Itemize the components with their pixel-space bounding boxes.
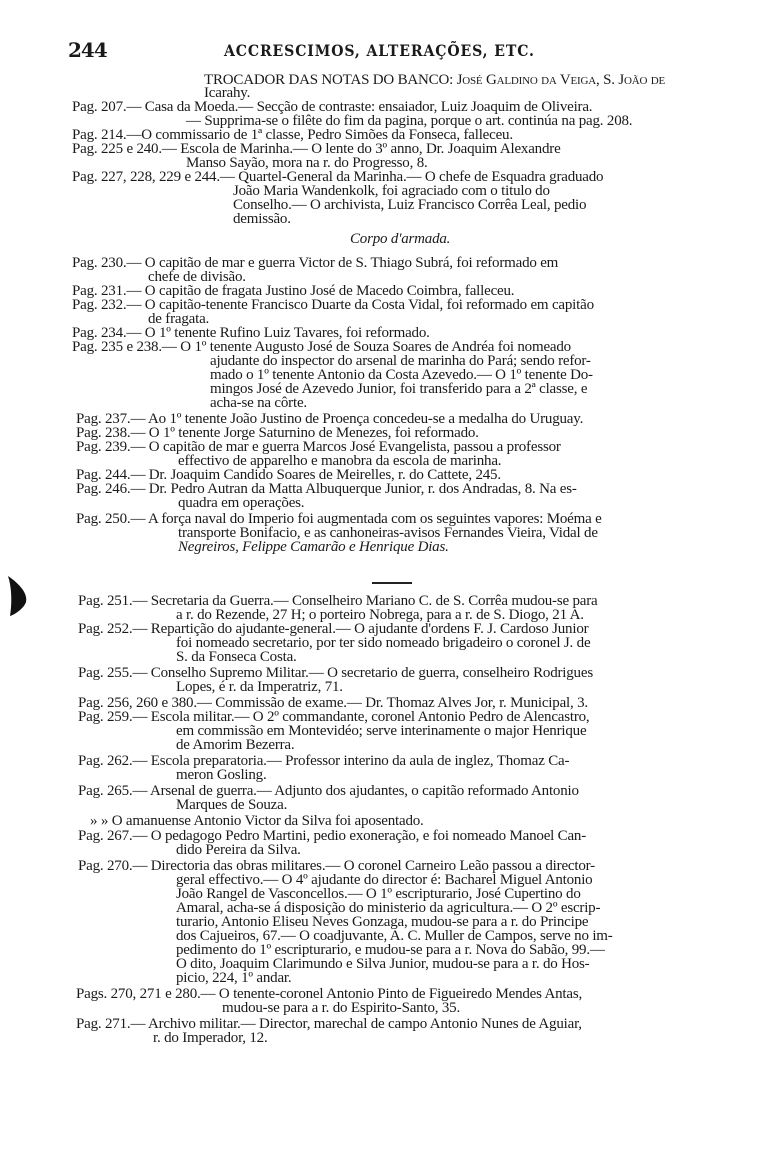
text-line: acha-se na côrte. [210,395,307,411]
page-number: 244 [68,38,107,62]
text-line: Icarahy. [204,85,251,101]
text-line: chefe de divisão. [148,269,246,285]
text-line: Pag. 262.— Escola preparatoria.— Professor interino da aula de inglez, Thomaz Ca- [78,753,570,769]
text-line: turario, Antonio Eliseu Neves Gonzaga, mudou-se para a r. do Principe [176,914,589,930]
text-line: Pag. 250.— A força naval do Imperio foi augmentada com os seguintes vapores: Moéma e [76,511,602,527]
text-line: — Supprima-se o filête do fim da pagina, porque o art. continúa na pag. 208. [186,113,633,129]
text-line: Pag. 271.— Archivo militar.— Director, marechal de campo Antonio Nunes de Aguiar, [76,1016,582,1032]
text-line: Amaral, acha-se á disposição do ministerio da agricultura.— O 2º escrip- [176,900,601,916]
text-line: João Rangel de Vasconcellos.— O 1º escripturario, José Cupertino do [176,886,581,902]
text-line: Manso Sayão, mora na r. do Progresso, 8. [186,155,428,171]
text-line: em commissão em Montevidéo; serve interinamente o major Henrique [176,723,587,739]
text-line: a r. do Rezende, 27 H; o porteiro Nobrega, para a r. de S. Diogo, 21 A. [176,607,584,623]
text-line: ajudante do inspector do arsenal de marinha do Pará; sendo refor- [210,353,591,369]
text-line: Pag. 207.— Casa da Moeda.— Secção de contraste: ensaiador, Luiz Joaquim de Oliveira. [72,99,593,115]
text-line: foi nomeado secretario, por ter sido nomeado brigadeiro o coronel J. de [176,635,591,651]
text-line: O dito, Joaquim Clarimundo e Silva Junior, mudou-se para a r. do Hos- [176,956,590,972]
text-line: Pag. 256, 260 e 380.— Commissão de exame.— Dr. Thomaz Alves Jor, r. Municipal, 3. [78,695,588,711]
scan-thumb-mark [6,574,28,618]
text-line: de fragata. [148,311,210,327]
text-line: meron Gosling. [176,767,267,783]
text-line: Pag. 230.— O capitão de mar e guerra Victor de S. Thiago Subrá, foi reformado em [72,255,559,271]
section-heading: Corpo d'armada. [350,231,451,247]
text-line: Lopes, é r. da Imperatriz, 71. [176,679,343,695]
text-line: Pag. 214.—O commissario de 1ª classe, Pedro Simões da Fonseca, falleceu. [72,127,513,143]
text-line: Pag. 246.— Dr. Pedro Autran da Matta Albuquerque Junior, r. dos Andradas, 8. Na es- [76,481,577,497]
text-line: demissão. [233,211,291,227]
text-line: Pag. 239.— O capitão de mar e guerra Marcos José Evangelista, passou a professor [76,439,561,455]
text-line: Pag. 238.— O 1º tenente Jorge Saturnino de Menezes, foi reformado. [76,425,479,441]
text-line: mudou-se para a r. do Espirito-Santo, 35. [222,1000,461,1016]
text-line: dos Cajueiros, 67.— O coadjuvante, A. C. Muller de Campos, serve no im- [176,928,613,944]
text-line: r. do Imperador, 12. [153,1030,268,1046]
text-line: Pag. 267.— O pedagogo Pedro Martini, pedio exoneração, e foi nomeado Manoel Can- [78,828,587,844]
text-line: mado o 1º tenente Antonio da Costa Azevedo.— O 1º tenente Do- [210,367,593,383]
text-line: Pag. 265.— Arsenal de guerra.— Adjunto dos ajudantes, o capitão reformado Antonio [78,783,579,799]
text-line: dido Pereira da Silva. [176,842,301,858]
text-line: Pag. 234.— O 1º tenente Rufino Luiz Tavares, foi reformado. [72,325,430,341]
text-line: Pag. 255.— Conselho Supremo Militar.— O secretario de guerra, conselheiro Rodrigues [78,665,593,681]
text-line: S. da Fonseca Costa. [176,649,297,665]
text-line: Pag. 244.— Dr. Joaquim Candido Soares de Meirelles, r. do Cattete, 245. [76,467,501,483]
text-line: de Amorim Bezerra. [176,737,295,753]
text-line: effectivo de apparelho e manobra da escola de marinha. [178,453,502,469]
text-line: Pag. 225 e 240.— Escola de Marinha.— O lente do 3º anno, Dr. Joaquim Alexandre [72,141,561,157]
text-line: transporte Bonifacio, e as canhoneiras-avisos Fernandes Vieira, Vidal de [178,525,598,541]
text-line: TROCADOR DAS NOTAS DO BANCO: José Galdino da Veiga, S. João de [204,72,666,88]
text-line: mingos José de Azevedo Junior, foi transferido para a 2ª classe, e [210,381,588,397]
text-line: Pag. 227, 228, 229 e 244.— Quartel-General da Marinha.— O chefe de Esquadra graduado [72,169,604,185]
text-line: Pag. 252.— Repartição do ajudante-general.— O ajudante d'ordens F. J. Cardoso Junior [78,621,589,637]
text-line: Pags. 270, 271 e 280.— O tenente-coronel Antonio Pinto de Figueiredo Mendes Antas, [76,986,583,1002]
text-line: Pag. 231.— O capitão de fragata Justino José de Macedo Coimbra, falleceu. [72,283,515,299]
text-line: Marques de Souza. [176,797,288,813]
running-title: ACCRESCIMOS, ALTERAÇÕES, ETC. [224,41,535,60]
text-line: » » O amanuense Antonio Victor da Silva foi aposentado. [90,813,424,829]
page-header [0,38,757,62]
text-line: Pag. 235 e 238.— O 1º tenente Augusto José de Souza Soares de Andréa foi nomeado [72,339,571,355]
section-divider [372,582,412,584]
text-line: Pag. 237.— Ao 1º tenente João Justino de Proença concedeu-se a medalha do Uruguay. [76,411,584,427]
text-line: Negreiros, Felippe Camarão e Henrique Dias. [178,539,449,555]
text-line: Pag. 251.— Secretaria da Guerra.— Conselheiro Mariano C. de S. Corrêa mudou-se para [78,593,598,609]
text-line: picio, 224, 1º andar. [176,970,292,986]
text-line: Conselho.— O archivista, Luiz Francisco Corrêa Leal, pedio [233,197,587,213]
text-line: geral effectivo.— O 4º ajudante do director é: Bacharel Miguel Antonio [176,872,593,888]
text-line: quadra em operações. [178,495,305,511]
text-line: Pag. 259.— Escola militar.— O 2º commandante, coronel Antonio Pedro de Alencastro, [78,709,590,725]
text-line: João Maria Wandenkolk, foi agraciado com o titulo do [233,183,550,199]
text-line: pedimento do 1º escripturario, e mudou-se para a r. Nova do Sabão, 99.— [176,942,605,958]
text-line: Pag. 270.— Directoria das obras militares.— O coronel Carneiro Leão passou a director- [78,858,595,874]
text-line: Pag. 232.— O capitão-tenente Francisco Duarte da Costa Vidal, foi reformado em capitão [72,297,594,313]
